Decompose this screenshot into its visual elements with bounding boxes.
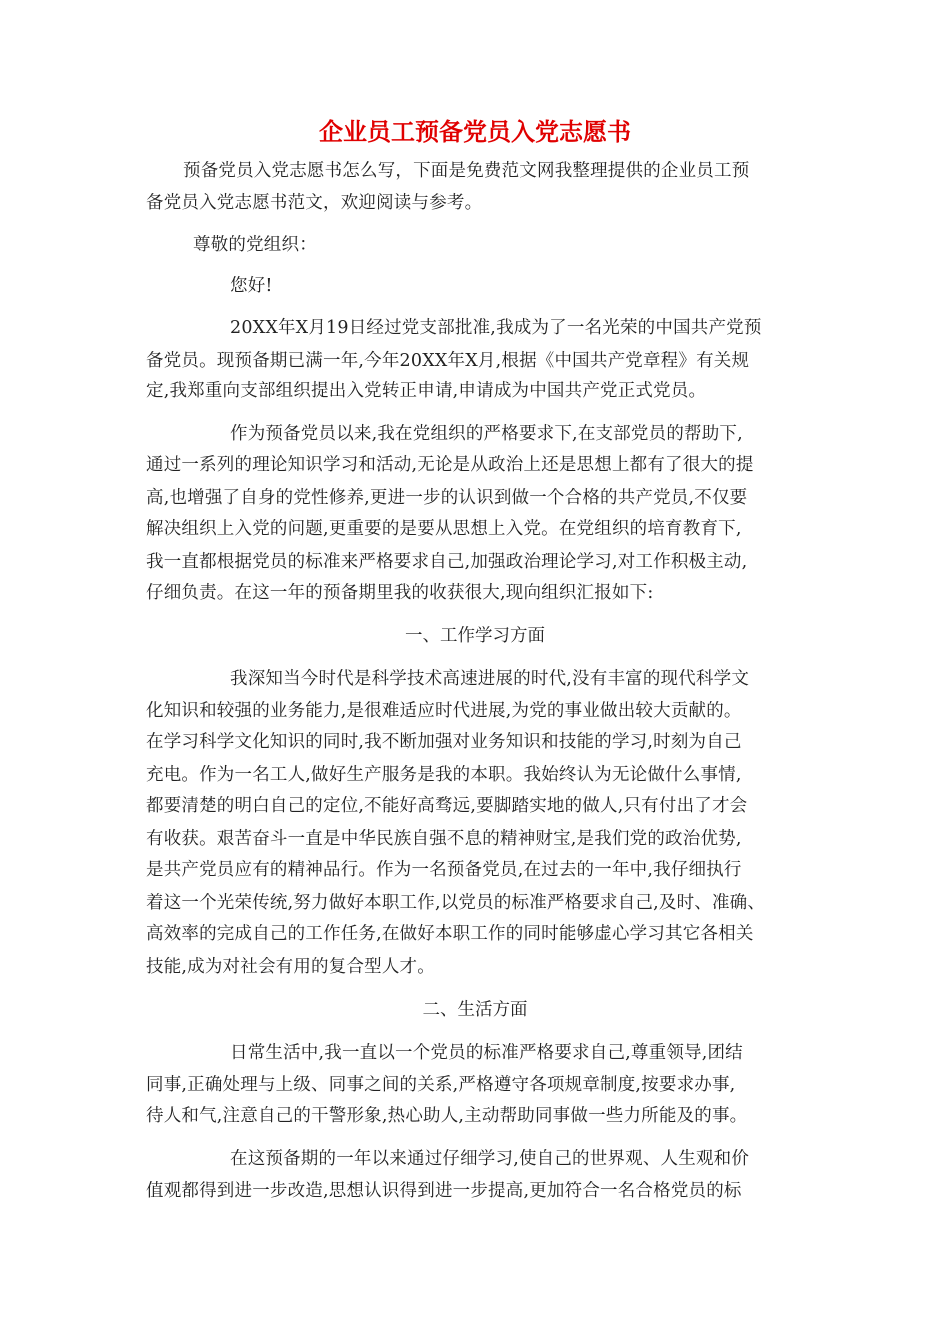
para3-line-8: 着这一个光荣传统,努力做好本职工作,以党员的标准严格要求自己,及时、准确、 bbox=[146, 893, 766, 913]
para1-line-2: 备党员。现预备期已满一年,今年20XX年X月,根据《中国共产党章程》有关规 bbox=[146, 351, 750, 371]
para3-line-1: 我深知当今时代是科学技术高速进展的时代,没有丰富的现代科学文 bbox=[230, 669, 750, 689]
para2-line-1: 作为预备党员以来,我在党组织的严格要求下,在支部党员的帮助下, bbox=[230, 424, 743, 444]
greeting: 您好! bbox=[230, 276, 273, 296]
intro-line-1: 预备党员入党志愿书怎么写，下面是免费范文网我整理提供的企业员工预 bbox=[183, 161, 750, 181]
para3-line-4: 充电。作为一名工人,做好生产服务是我的本职。我始终认为无论做什么事情, bbox=[146, 765, 742, 785]
para2-line-4: 解决组织上入党的问题,更重要的是要从思想上入党。在党组织的培育教育下, bbox=[146, 519, 742, 539]
section-heading-life: 二、生活方面 bbox=[422, 1000, 528, 1020]
para2-line-3: 高,也增强了自身的党性修养,更进一步的认识到做一个合格的共产党员,不仅要 bbox=[146, 488, 748, 508]
para3-line-6: 有收获。艰苦奋斗一直是中华民族自强不息的精神财宝,是我们党的政治优势, bbox=[146, 829, 742, 849]
para3-line-2: 化知识和较强的业务能力,是很难适应时代进展,为党的事业做出较大贡献的。 bbox=[146, 701, 742, 721]
para3-line-5: 都要清楚的明白自己的定位,不能好高骛远,要脚踏实地的做人,只有付出了才会 bbox=[146, 796, 748, 816]
para1-line-1: 20XX年X月19日经过党支部批准,我成为了一名光荣的中国共产党预 bbox=[230, 318, 762, 338]
para4-line-3: 待人和气,注意自己的干警形象,热心助人,主动帮助同事做一些力所能及的事。 bbox=[146, 1106, 748, 1126]
salutation: 尊敬的党组织： bbox=[193, 235, 317, 255]
para5-line-2: 值观都得到进一步改造,思想认识得到进一步提高,更加符合一名合格党员的标 bbox=[146, 1181, 742, 1201]
para2-line-6: 仔细负责。在这一年的预备期里我的收获很大,现向组织汇报如下: bbox=[146, 583, 654, 603]
para3-line-7: 是共产党员应有的精神品行。作为一名预备党员,在过去的一年中,我仔细执行 bbox=[146, 860, 742, 880]
intro-line-2: 备党员入党志愿书范文，欢迎阅读与参考。 bbox=[146, 193, 483, 213]
para4-line-2: 同事,正确处理与上级、同事之间的关系,严格遵守各项规章制度,按要求办事, bbox=[146, 1075, 736, 1095]
section-heading-work: 一、工作学习方面 bbox=[405, 626, 545, 646]
para3-line-10: 技能,成为对社会有用的复合型人才。 bbox=[146, 957, 435, 977]
para5-line-1: 在这预备期的一年以来通过仔细学习,使自己的世界观、人生观和价 bbox=[230, 1149, 750, 1169]
para3-line-3: 在学习科学文化知识的同时,我不断加强对业务知识和技能的学习,时刻为自己 bbox=[146, 732, 742, 752]
para2-line-5: 我一直都根据党员的标准来严格要求自己,加强政治理论学习,对工作积极主动, bbox=[146, 552, 748, 572]
para4-line-1: 日常生活中,我一直以一个党员的标准严格要求自己,尊重领导,团结 bbox=[230, 1043, 743, 1063]
document-title: 企业员工预备党员入党志愿书 bbox=[319, 117, 631, 146]
para1-line-3: 定,我郑重向支部组织提出入党转正申请,申请成为中国共产党正式党员。 bbox=[146, 381, 707, 401]
para3-line-9: 高效率的完成自己的工作任务,在做好本职工作的同时能够虚心学习其它各相关 bbox=[146, 924, 754, 944]
para2-line-2: 通过一系列的理论知识学习和活动,无论是从政治上还是思想上都有了很大的提 bbox=[146, 455, 754, 475]
